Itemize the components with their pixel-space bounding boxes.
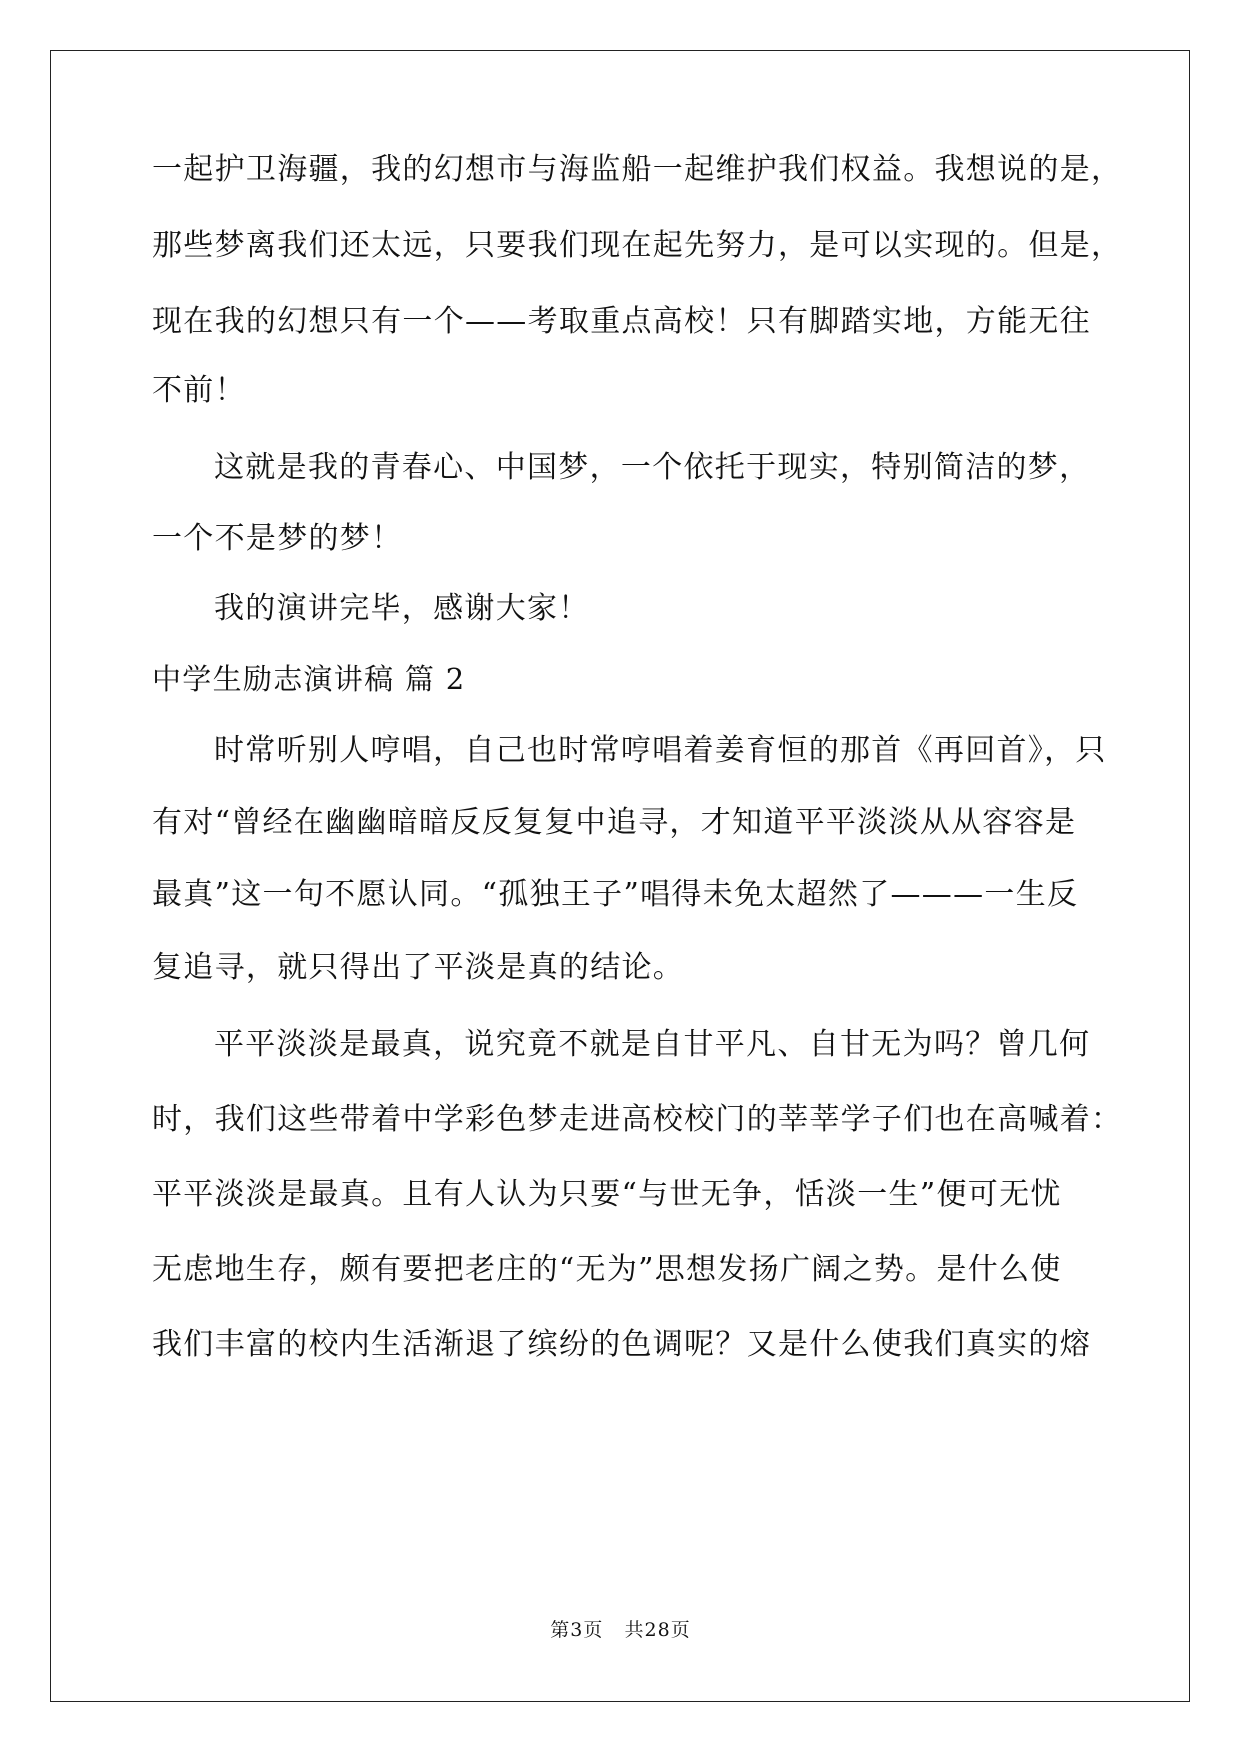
paragraph-2-line-1: 这就是我的青春心、中国梦，一个依托于现实，特别简洁的梦， [214, 450, 1091, 485]
paragraph-4-line-1: 时常听别人哼唱，自己也时常哼唱着姜育恒的那首《再回首》，只 [214, 733, 1107, 768]
paragraph-4-line-4: 复追寻，就只得出了平淡是真的结论。 [152, 950, 685, 985]
total-label-suffix: 页 [670, 1619, 691, 1641]
paragraph-3-line-1: 我的演讲完毕，感谢大家！ [214, 591, 590, 626]
paragraph-1-line-1: 一起护卫海疆，我的幻想市与海监船一起维护我们权益。我想说的是， [152, 152, 1123, 187]
paragraph-5-line-4: 无虑地生存，颇有要把老庄的“无为”思想发扬广阔之势。是什么使 [152, 1252, 1062, 1287]
page-footer [0, 1615, 1241, 1642]
paragraph-1-line-3: 现在我的幻想只有一个——考取重点高校！只有脚踏实地，方能无往 [152, 304, 1091, 339]
paragraph-5-line-3: 平平淡淡是最真。且有人认为只要“与世无争，恬淡一生”便可无忧 [152, 1177, 1062, 1212]
paragraph-4-line-3: 最真”这一句不愿认同。“孤独王子”唱得未免太超然了———一生反 [152, 877, 1079, 912]
section-heading: 中学生励志演讲稿 篇 2 [152, 662, 466, 696]
paragraph-4-line-2: 有对“曾经在幽幽暗暗反反复复中追寻，才知道平平淡淡从从容容是 [152, 805, 1077, 840]
total-label-prefix: 共 [624, 1619, 645, 1641]
paragraph-5-line-2: 时，我们这些带着中学彩色梦走进高校校门的莘莘学子们也在高喊着： [152, 1102, 1123, 1137]
page-number: 3 [570, 1619, 584, 1641]
page-label-suffix: 页 [583, 1619, 604, 1641]
page-label-prefix: 第 [550, 1619, 571, 1641]
paragraph-5-line-5: 我们丰富的校内生活渐退了缤纷的色调呢？又是什么使我们真实的熔 [152, 1327, 1091, 1362]
paragraph-2-line-2: 一个不是梦的梦！ [152, 521, 403, 556]
total-pages: 28 [644, 1619, 671, 1641]
paragraph-5-line-1: 平平淡淡是最真，说究竟不就是自甘平凡、自甘无为吗？曾几何 [214, 1027, 1091, 1062]
paragraph-1-line-4: 不前！ [152, 373, 246, 408]
paragraph-1-line-2: 那些梦离我们还太远，只要我们现在起先努力，是可以实现的。但是， [152, 228, 1123, 263]
